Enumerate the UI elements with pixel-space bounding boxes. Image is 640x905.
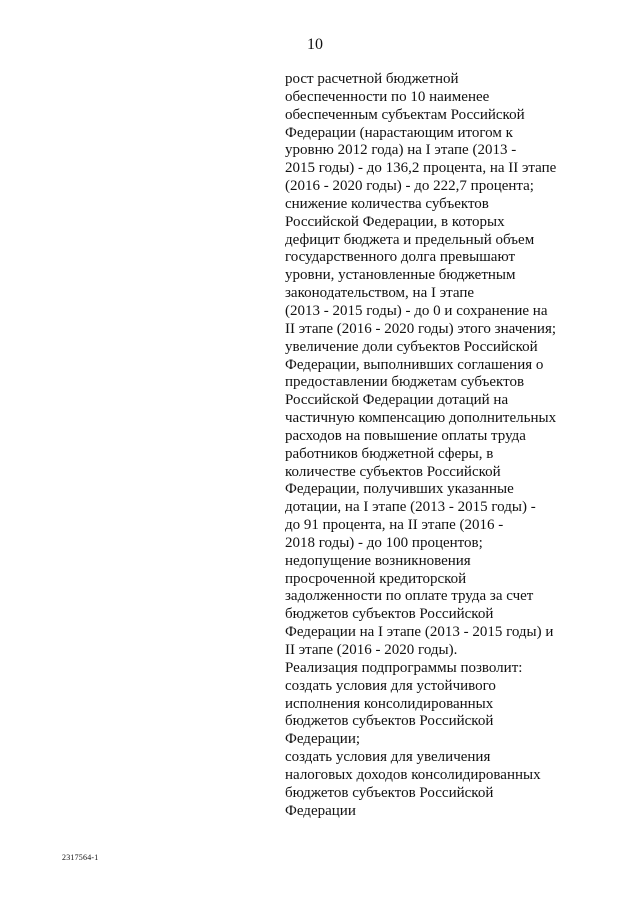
text-line: недопущение возникновения bbox=[285, 552, 471, 569]
text-line: государственного долга превышают bbox=[285, 249, 516, 266]
text-line: Федерации; bbox=[285, 731, 361, 748]
text-line: рост расчетной бюджетной bbox=[285, 71, 459, 87]
text-line: Федерации на I этапе (2013 - 2015 годы) и bbox=[285, 624, 554, 641]
text-line: Российской Федерации, в которых bbox=[285, 213, 505, 230]
text-line: II этапе (2016 - 2020 годы). bbox=[285, 642, 458, 658]
text-line: законодательством, на I этапе bbox=[285, 285, 475, 302]
text-line: дотации, на I этапе (2013 - 2015 годы) - bbox=[285, 499, 536, 516]
text-line: до 91 процента, на II этапе (2016 - bbox=[285, 517, 504, 534]
text-line: Федерации bbox=[285, 802, 356, 819]
text-line: Федерации (нарастающим итогом к bbox=[285, 124, 513, 141]
text-line: уровни, установленные бюджетным bbox=[285, 267, 516, 284]
text-line: обеспеченным субъектам Российской bbox=[285, 106, 525, 123]
text-line: 2018 годы) - до 100 процентов; bbox=[285, 534, 483, 551]
text-line: Федерации, выполнивших соглашения о bbox=[285, 356, 544, 373]
text-line: (2013 - 2015 годы) - до 0 и сохранение на bbox=[285, 302, 548, 319]
text-line: Реализация подпрограммы позволит: bbox=[285, 659, 523, 676]
text-line: II этапе (2016 - 2020 годы) этого значения; bbox=[285, 320, 557, 337]
text-line: дефицит бюджета и предельный объем bbox=[285, 231, 535, 248]
text-line: бюджетов субъектов Российской bbox=[285, 784, 494, 801]
text-line: Федерации, получивших указанные bbox=[285, 481, 514, 498]
text-line: задолженности по оплате труда за счет bbox=[285, 588, 534, 605]
text-line: расходов на повышение оплаты труда bbox=[285, 427, 526, 444]
text-line: снижение количества субъектов bbox=[285, 195, 489, 212]
text-line: 2015 годы) - до 136,2 процента, на II этапе bbox=[285, 160, 557, 177]
page-number: 10 bbox=[307, 36, 323, 53]
text-line: уровню 2012 года) на I этапе (2013 - bbox=[285, 142, 517, 159]
text-line: исполнения консолидированных bbox=[285, 695, 494, 712]
text-line: (2016 - 2020 годы) - до 222,7 процента; bbox=[285, 178, 534, 195]
text-line: количестве субъектов Российской bbox=[285, 463, 501, 480]
text-line: Российской Федерации дотаций на bbox=[285, 392, 509, 409]
text-line: предоставлении бюджетам субъектов bbox=[285, 374, 525, 391]
text-line: увеличение доли субъектов Российской bbox=[285, 338, 538, 355]
text-line: работников бюджетной сферы, в bbox=[285, 445, 494, 462]
text-line: налоговых доходов консолидированных bbox=[285, 766, 541, 783]
text-line: бюджетов субъектов Российской bbox=[285, 713, 494, 730]
text-line: частичную компенсацию дополнительных bbox=[285, 410, 557, 427]
text-line: создать условия для увеличения bbox=[285, 749, 491, 766]
text-line: просроченной кредиторской bbox=[285, 570, 467, 587]
text-line: обеспеченности по 10 наименее bbox=[285, 88, 490, 105]
text-line: создать условия для устойчивого bbox=[285, 677, 496, 694]
document-code: 2317564-1 bbox=[62, 853, 99, 862]
text-line: бюджетов субъектов Российской bbox=[285, 606, 494, 623]
body-text bbox=[285, 71, 585, 820]
